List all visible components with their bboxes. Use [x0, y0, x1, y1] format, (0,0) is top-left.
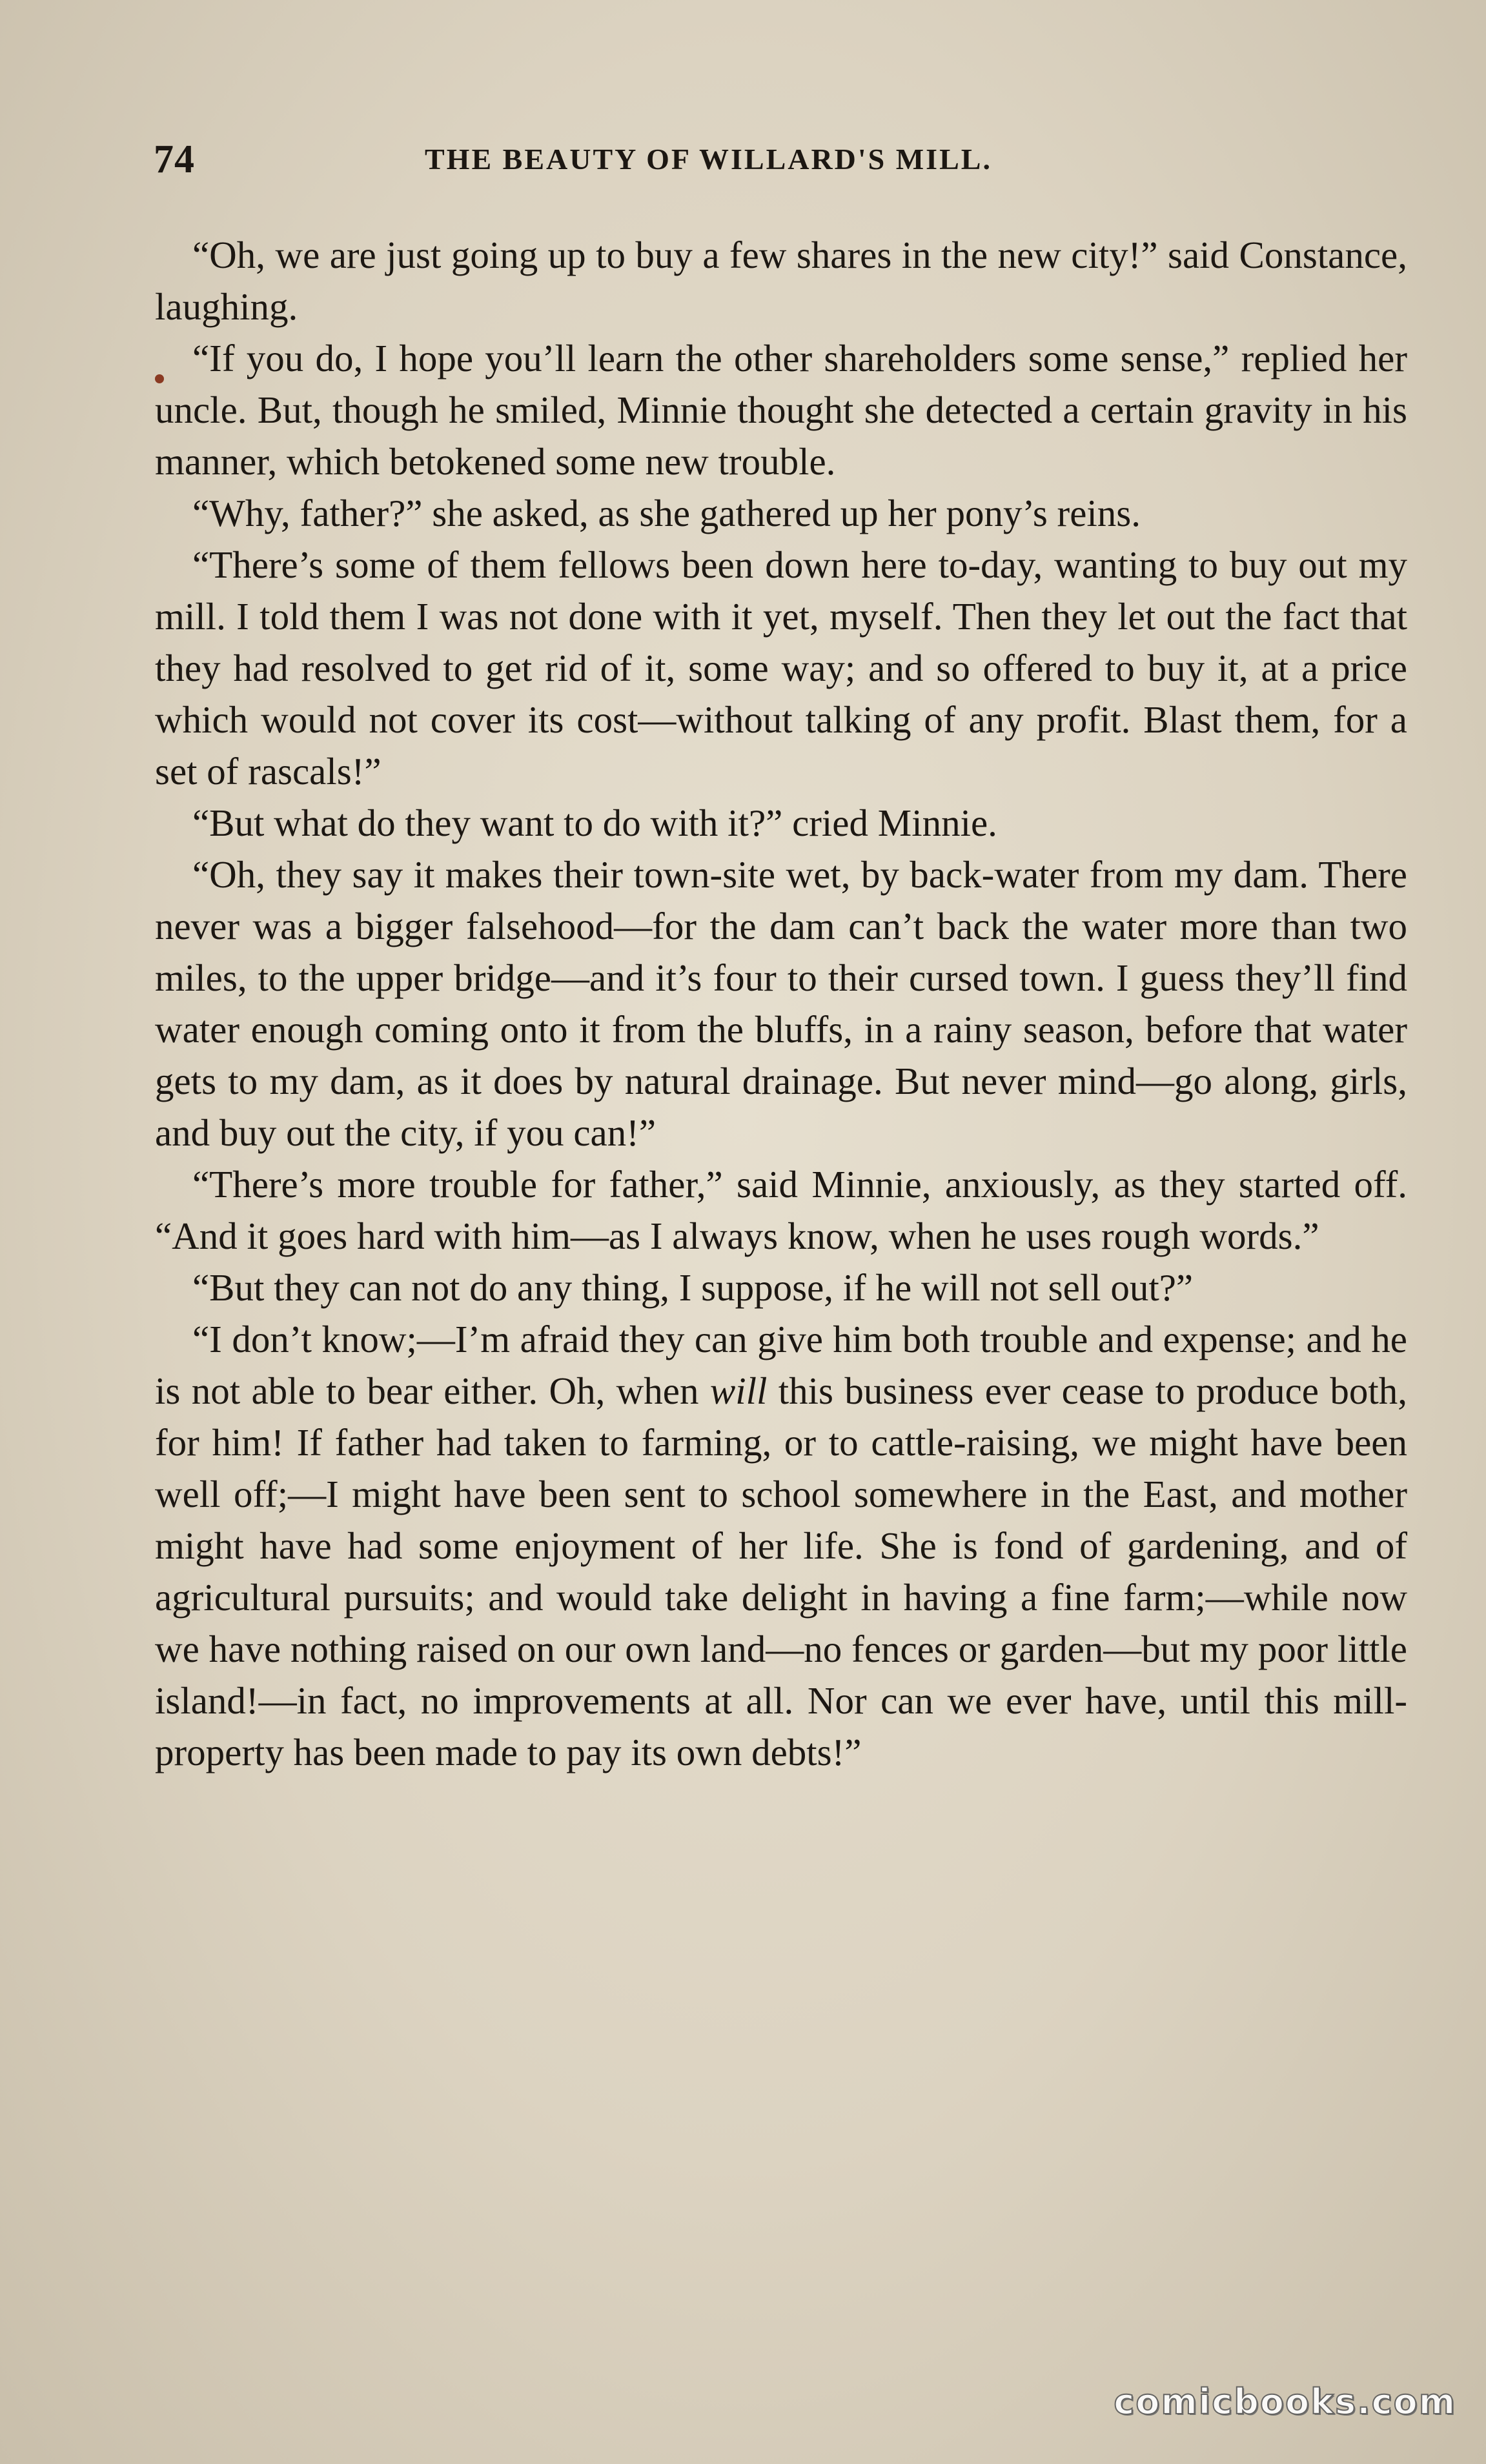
paragraph-last — [155, 1313, 1407, 1778]
paragraph: “But they can not do any thing, I suppose, if he will not sell out?” — [192, 1266, 1194, 1309]
paragraph: “There’s more trouble for father,” said Minnie, anxiously, as they started off. “And it goes hard with him—as I always know, when he uses rough words.” — [155, 1163, 1407, 1257]
paragraph: “Oh, we are just going up to buy a few shares in the new city!” said Constance, laughing. — [155, 234, 1407, 328]
running-title: THE BEAUTY OF WILLARD'S MILL. — [425, 143, 992, 176]
ink-speck — [155, 374, 164, 383]
running-head — [154, 137, 1406, 188]
page-number: 74 — [154, 137, 195, 181]
paragraph-text-after: this business ever cease to produce both, for him! If father had taken to farming, or to cattle-raising, we might have been well off;—I might have been sent to school somewhere in the East, and mother might have had some enjoyment of her life. She is fond of gardening, and of agricultural pursuits; and would take delight in having a fine farm;—while now we have nothing raised on our own land—no fences or garden—but my poor little island!—in fact, no improvements at all. Nor can we ever have, until this mill-property has been made to pay its own debts!” — [155, 1369, 1407, 1773]
paragraph: “There’s some of them fellows been down here to-day, wanting to buy out my mill. I told them I was not done with it yet, myself. Then they let out the fact that they had resolved to get rid of it, some way; and so offered to buy it, at a price which would not cover its cost—without talking of any profit. Blast them, for a set of rascals!” — [155, 543, 1407, 793]
body-text — [155, 229, 1407, 1778]
paragraph: “If you do, I hope you’ll learn the other shareholders some sense,” replied her uncle. But, though he smiled, Minnie thought she detected a certain gravity in his manner, which betokened some new trouble. — [155, 337, 1407, 483]
emphasis-word: will — [709, 1369, 768, 1412]
paragraph-text-before: “I don’t know;—I’m afraid they can give him both trouble and expense; and he is not able to bear either. Oh, when — [155, 1318, 1407, 1412]
paragraph: “Why, father?” she asked, as she gathered up her pony’s reins. — [192, 492, 1141, 534]
watermark: comicbooks.com — [1114, 2381, 1456, 2422]
paragraph: “Oh, they say it makes their town-site wet, by back-water from my dam. There never was a bigger falsehood—for the dam can’t back the water more than two miles, to the upper bridge—and it’s four to their cursed town. I guess they’ll find water enough coming onto it from the bluffs, in a rainy season, before that water gets to my dam, as it does by natural drainage. But never mind—go along, girls, and buy out the city, if you can!” — [155, 853, 1407, 1154]
paragraph: “But what do they want to do with it?” cried Minnie. — [192, 802, 997, 844]
